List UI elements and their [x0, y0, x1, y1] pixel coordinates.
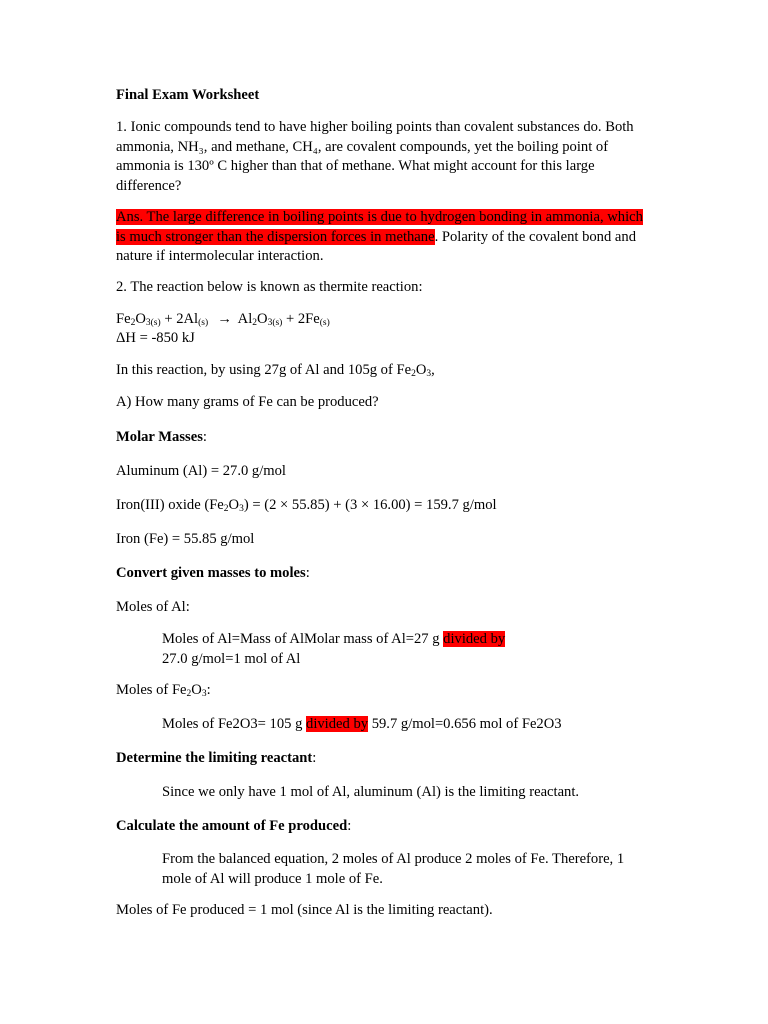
eq-al: Al — [237, 311, 253, 327]
limiting-heading — [116, 749, 316, 769]
question-1: 1. Ionic compounds tend to have higher boiling points than covalent substances do. Both ammonia, NH₃, and methane, CH₄, are covalent compounds, yet the boiling point of ammonia is 130º C higher than that of methane. What might account for this large difference? — [116, 119, 634, 194]
eq-sub: 3 — [267, 318, 273, 328]
answer-1 — [116, 208, 656, 267]
heading-colon: : — [312, 750, 317, 766]
eq-state: (s) — [198, 318, 209, 328]
eq-o: O — [135, 311, 146, 327]
calc-fe-heading — [116, 817, 351, 837]
label-o: O — [191, 682, 202, 698]
reaction-arrow-icon: → — [217, 311, 233, 327]
label-sub: 3 — [201, 689, 207, 699]
heading-colon: : — [347, 818, 352, 834]
thermite-equation — [116, 310, 330, 330]
iron-oxide-sub: 2 — [223, 504, 229, 514]
moles-al-label: Moles of Al: — [116, 599, 190, 615]
answer-1-highlighted: Ans. The large difference in boiling points is due to hydrogen bonding in ammonia, which is much stronger than the dispersion forces in methane — [116, 209, 643, 245]
question-2-intro: 2. The reaction below is known as thermite reaction: — [116, 279, 423, 295]
given-o: O — [415, 362, 427, 378]
heading-text: Calculate the amount of Fe produced — [116, 818, 348, 834]
given-text: In this reaction, by using 27g of Al and 105g of Fe — [116, 362, 412, 378]
calc-text: 27.0 g/mol=1 mol of Al — [162, 650, 301, 667]
given-sub: 3 — [426, 369, 432, 379]
heading-text: Molar Masses — [116, 429, 203, 445]
calc-text: 59.7 g/mol=0.656 mol of Fe2O3 — [368, 716, 562, 732]
part-a: A) How many grams of Fe can be produced? — [116, 394, 379, 410]
eq-o: O — [257, 311, 268, 327]
iron-oxide-o: O — [228, 497, 240, 513]
page-title: Final Exam Worksheet — [116, 87, 260, 103]
answer-1-rest: . Polarity of the covalent bond and nature if intermolecular interaction. — [116, 228, 636, 264]
heading-text: Determine the limiting reactant — [116, 750, 313, 766]
iron-oxide-sub: 3 — [239, 504, 244, 514]
eq-sub: 2 — [252, 318, 258, 328]
heading-text: Convert given masses to moles — [116, 565, 306, 581]
given-post: , — [431, 362, 435, 378]
moles-al-calc — [116, 630, 582, 669]
heading-colon: : — [305, 565, 310, 581]
iron-oxide-post: ) = (2 × 55.85) + (3 × 16.00) = 159.7 g/mol — [243, 497, 497, 513]
molar-mass-aluminum: Aluminum (Al) = 27.0 g/mol — [116, 463, 286, 479]
given-amounts — [116, 361, 435, 381]
eq-plus-fe: + 2Fe — [282, 311, 320, 327]
heading-colon: : — [202, 429, 207, 445]
moles-fe-result: Moles of Fe produced = 1 mol (since Al is the limiting reactant). — [116, 902, 493, 918]
molar-mass-iron: Iron (Fe) = 55.85 g/mol — [116, 531, 255, 547]
eq-sub: 2 — [130, 318, 136, 328]
calc-text: Moles of Al=Mass of AlMolar mass of Al=27 g — [162, 631, 444, 647]
eq-state: (s) — [319, 318, 330, 328]
eq-state: (s) — [150, 318, 161, 328]
moles-fe2o3-calc — [116, 715, 562, 735]
eq-fe: Fe — [116, 311, 131, 327]
divided-by-highlight: divided by — [443, 631, 506, 647]
divided-by-highlight: divided by — [306, 716, 369, 732]
label-sub: 2 — [186, 689, 192, 699]
convert-heading — [116, 564, 310, 584]
calc-text: Moles of Fe2O3= 105 g — [162, 716, 307, 732]
limiting-text: Since we only have 1 mol of Al, aluminum (Al) is the limiting reactant. — [162, 784, 580, 800]
calc-fe-text: From the balanced equation, 2 moles of Al produce 2 moles of Fe. Therefore, 1 mole of Al will produce 1 mole of Fe. — [162, 851, 625, 887]
given-sub: 2 — [411, 369, 416, 379]
eq-sub: 3 — [145, 318, 151, 328]
moles-fe2o3-label — [116, 681, 211, 701]
eq-plus-al: + 2Al — [160, 311, 199, 327]
eq-state: (s) — [272, 318, 283, 328]
iron-oxide-text: Iron(III) oxide (Fe — [116, 497, 224, 513]
label-text: Moles of Fe — [116, 682, 187, 698]
delta-h: ΔH = -850 kJ — [116, 330, 195, 346]
label-post: : — [206, 682, 211, 698]
molar-mass-iron-oxide — [116, 496, 497, 516]
molar-masses-heading — [116, 428, 207, 448]
